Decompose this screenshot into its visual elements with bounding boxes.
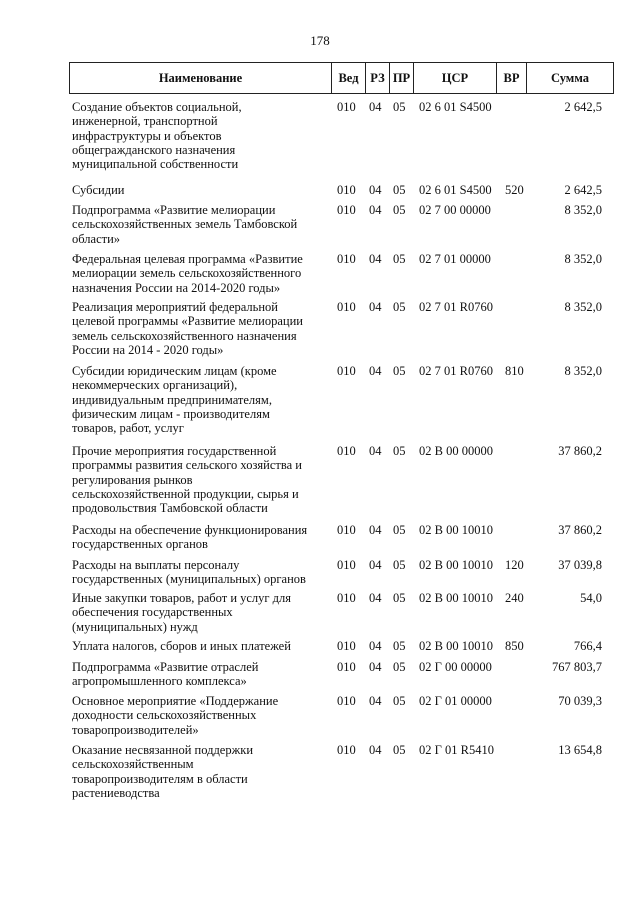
- table-row: [0, 743, 640, 807]
- row-sum: 13 654,8: [558, 743, 602, 757]
- table-row: [0, 523, 640, 558]
- row-pr: 05: [393, 743, 406, 757]
- row-ved: 010: [337, 660, 356, 674]
- row-sum: 2 642,5: [564, 100, 602, 114]
- row-csr: 02 7 00 00000: [419, 203, 491, 217]
- row-pr: 05: [393, 591, 406, 605]
- row-ved: 010: [337, 558, 356, 572]
- row-csr: 02 Г 00 00000: [419, 660, 492, 674]
- row-rz: 04: [369, 743, 382, 757]
- row-sum: 766,4: [573, 639, 602, 653]
- row-sum: 37 860,2: [558, 444, 602, 458]
- row-csr: 02 7 01 R0760: [419, 300, 493, 314]
- row-pr: 05: [393, 694, 406, 708]
- row-ved: 010: [337, 694, 356, 708]
- row-pr: 05: [393, 558, 406, 572]
- table-row: [0, 300, 640, 364]
- row-ved: 010: [337, 203, 356, 217]
- row-vr: 520: [505, 183, 524, 197]
- row-sum: 767 803,7: [552, 660, 602, 674]
- row-name: Прочие мероприятия государственной программы развития сельского хозяйства и регулирования рынков сельскохозяйственной продукции, сырья и продовольствия Тамбовской области: [72, 444, 302, 516]
- row-sum: 37 039,8: [558, 558, 602, 572]
- table-row: [0, 558, 640, 591]
- column-header-name: Наименование: [70, 63, 332, 93]
- row-pr: 05: [393, 183, 406, 197]
- row-csr: 02 Г 01 R5410: [419, 743, 494, 757]
- row-rz: 04: [369, 694, 382, 708]
- row-csr: 02 6 01 S4500: [419, 183, 492, 197]
- row-rz: 04: [369, 660, 382, 674]
- row-rz: 04: [369, 523, 382, 537]
- row-csr: 02 В 00 10010: [419, 558, 493, 572]
- row-ved: 010: [337, 252, 356, 266]
- row-name: Создание объектов социальной, инженерной, транспортной инфраструктуры и объектов общегражданского назначения муниципальной собственности: [72, 100, 242, 172]
- row-csr: 02 В 00 00000: [419, 444, 493, 458]
- row-name: Субсидии: [72, 183, 125, 197]
- table-row: [0, 660, 640, 694]
- row-csr: 02 В 00 10010: [419, 591, 493, 605]
- row-rz: 04: [369, 252, 382, 266]
- row-csr: 02 В 00 10010: [419, 639, 493, 653]
- row-rz: 04: [369, 444, 382, 458]
- row-sum: 8 352,0: [564, 300, 602, 314]
- row-name: Уплата налогов, сборов и иных платежей: [72, 639, 291, 653]
- table-row: [0, 364, 640, 444]
- row-pr: 05: [393, 639, 406, 653]
- row-rz: 04: [369, 183, 382, 197]
- row-ved: 010: [337, 523, 356, 537]
- row-name: Расходы на выплаты персоналу государственных (муниципальных) органов: [72, 558, 306, 587]
- row-ved: 010: [337, 183, 356, 197]
- row-pr: 05: [393, 252, 406, 266]
- row-rz: 04: [369, 639, 382, 653]
- row-ved: 010: [337, 591, 356, 605]
- row-name: Иные закупки товаров, работ и услуг для обеспечения государственных (муниципальных) нужд: [72, 591, 292, 634]
- row-rz: 04: [369, 100, 382, 114]
- row-sum: 54,0: [580, 591, 602, 605]
- row-ved: 010: [337, 444, 356, 458]
- row-name: Расходы на обеспечение функционирования государственных органов: [72, 523, 308, 552]
- row-pr: 05: [393, 300, 406, 314]
- column-header-sum: Сумма: [551, 70, 589, 85]
- row-csr: 02 7 01 R0760: [419, 364, 493, 378]
- row-rz: 04: [369, 591, 382, 605]
- table-row: [0, 444, 640, 523]
- row-sum: 8 352,0: [564, 252, 602, 266]
- row-name: Подпрограмма «Развитие мелиорации сельскохозяйственных земель Тамбовской области»: [72, 203, 298, 246]
- row-pr: 05: [393, 203, 406, 217]
- column-header-csr: ЦСР: [414, 63, 497, 93]
- row-rz: 04: [369, 300, 382, 314]
- row-ved: 010: [337, 100, 356, 114]
- row-vr: 810: [505, 364, 524, 378]
- row-ved: 010: [337, 300, 356, 314]
- table-row: [0, 100, 640, 183]
- row-csr: 02 В 00 10010: [419, 523, 493, 537]
- row-pr: 05: [393, 444, 406, 458]
- table-row: [0, 694, 640, 743]
- row-pr: 05: [393, 100, 406, 114]
- row-ved: 010: [337, 639, 356, 653]
- table-row: [0, 252, 640, 300]
- table-row: [0, 639, 640, 660]
- row-name: Федеральная целевая программа «Развитие мелиорации земель сельскохозяйственного назначения России на 2014-2020 годы»: [72, 252, 303, 295]
- table-row: [0, 183, 640, 203]
- page-number: 178: [310, 33, 330, 48]
- row-rz: 04: [369, 558, 382, 572]
- row-sum: 37 860,2: [558, 523, 602, 537]
- row-name: Реализация мероприятий федеральной целевой программы «Развитие мелиорации земель сельскохозяйственного назначения России на 2014 - 2020 годы»: [72, 300, 303, 357]
- budget-table-body: [0, 100, 640, 807]
- row-sum: 8 352,0: [564, 364, 602, 378]
- row-rz: 04: [369, 364, 382, 378]
- row-name: Оказание несвязанной поддержки сельскохозяйственным товаропроизводителям в области растениеводства: [72, 743, 254, 800]
- row-pr: 05: [393, 660, 406, 674]
- column-header-vr: ВР: [497, 63, 527, 93]
- row-name: Субсидии юридическим лицам (кроме некоммерческих организаций), индивидуальным предпринимателям, физическим лицам - производителям товаров, работ, услуг: [72, 364, 277, 436]
- table-header: [69, 62, 614, 94]
- column-header-ved: Вед: [332, 63, 366, 93]
- column-header-pr: ПР: [390, 63, 414, 93]
- row-csr: 02 7 01 00000: [419, 252, 491, 266]
- row-ved: 010: [337, 743, 356, 757]
- row-pr: 05: [393, 364, 406, 378]
- row-rz: 04: [369, 203, 382, 217]
- row-name: Основное мероприятие «Поддержание доходности сельскохозяйственных товаропроизводителей»: [72, 694, 279, 737]
- row-sum: 70 039,3: [558, 694, 602, 708]
- table-row: [0, 203, 640, 252]
- row-name: Подпрограмма «Развитие отраслей агропромышленного комплекса»: [72, 660, 259, 689]
- row-csr: 02 Г 01 00000: [419, 694, 492, 708]
- row-ved: 010: [337, 364, 356, 378]
- row-vr: 850: [505, 639, 524, 653]
- column-header-rz: РЗ: [366, 63, 390, 93]
- row-sum: 2 642,5: [564, 183, 602, 197]
- row-vr: 240: [505, 591, 524, 605]
- table-row: [0, 591, 640, 639]
- row-sum: 8 352,0: [564, 203, 602, 217]
- row-pr: 05: [393, 523, 406, 537]
- row-csr: 02 6 01 S4500: [419, 100, 492, 114]
- row-vr: 120: [505, 558, 524, 572]
